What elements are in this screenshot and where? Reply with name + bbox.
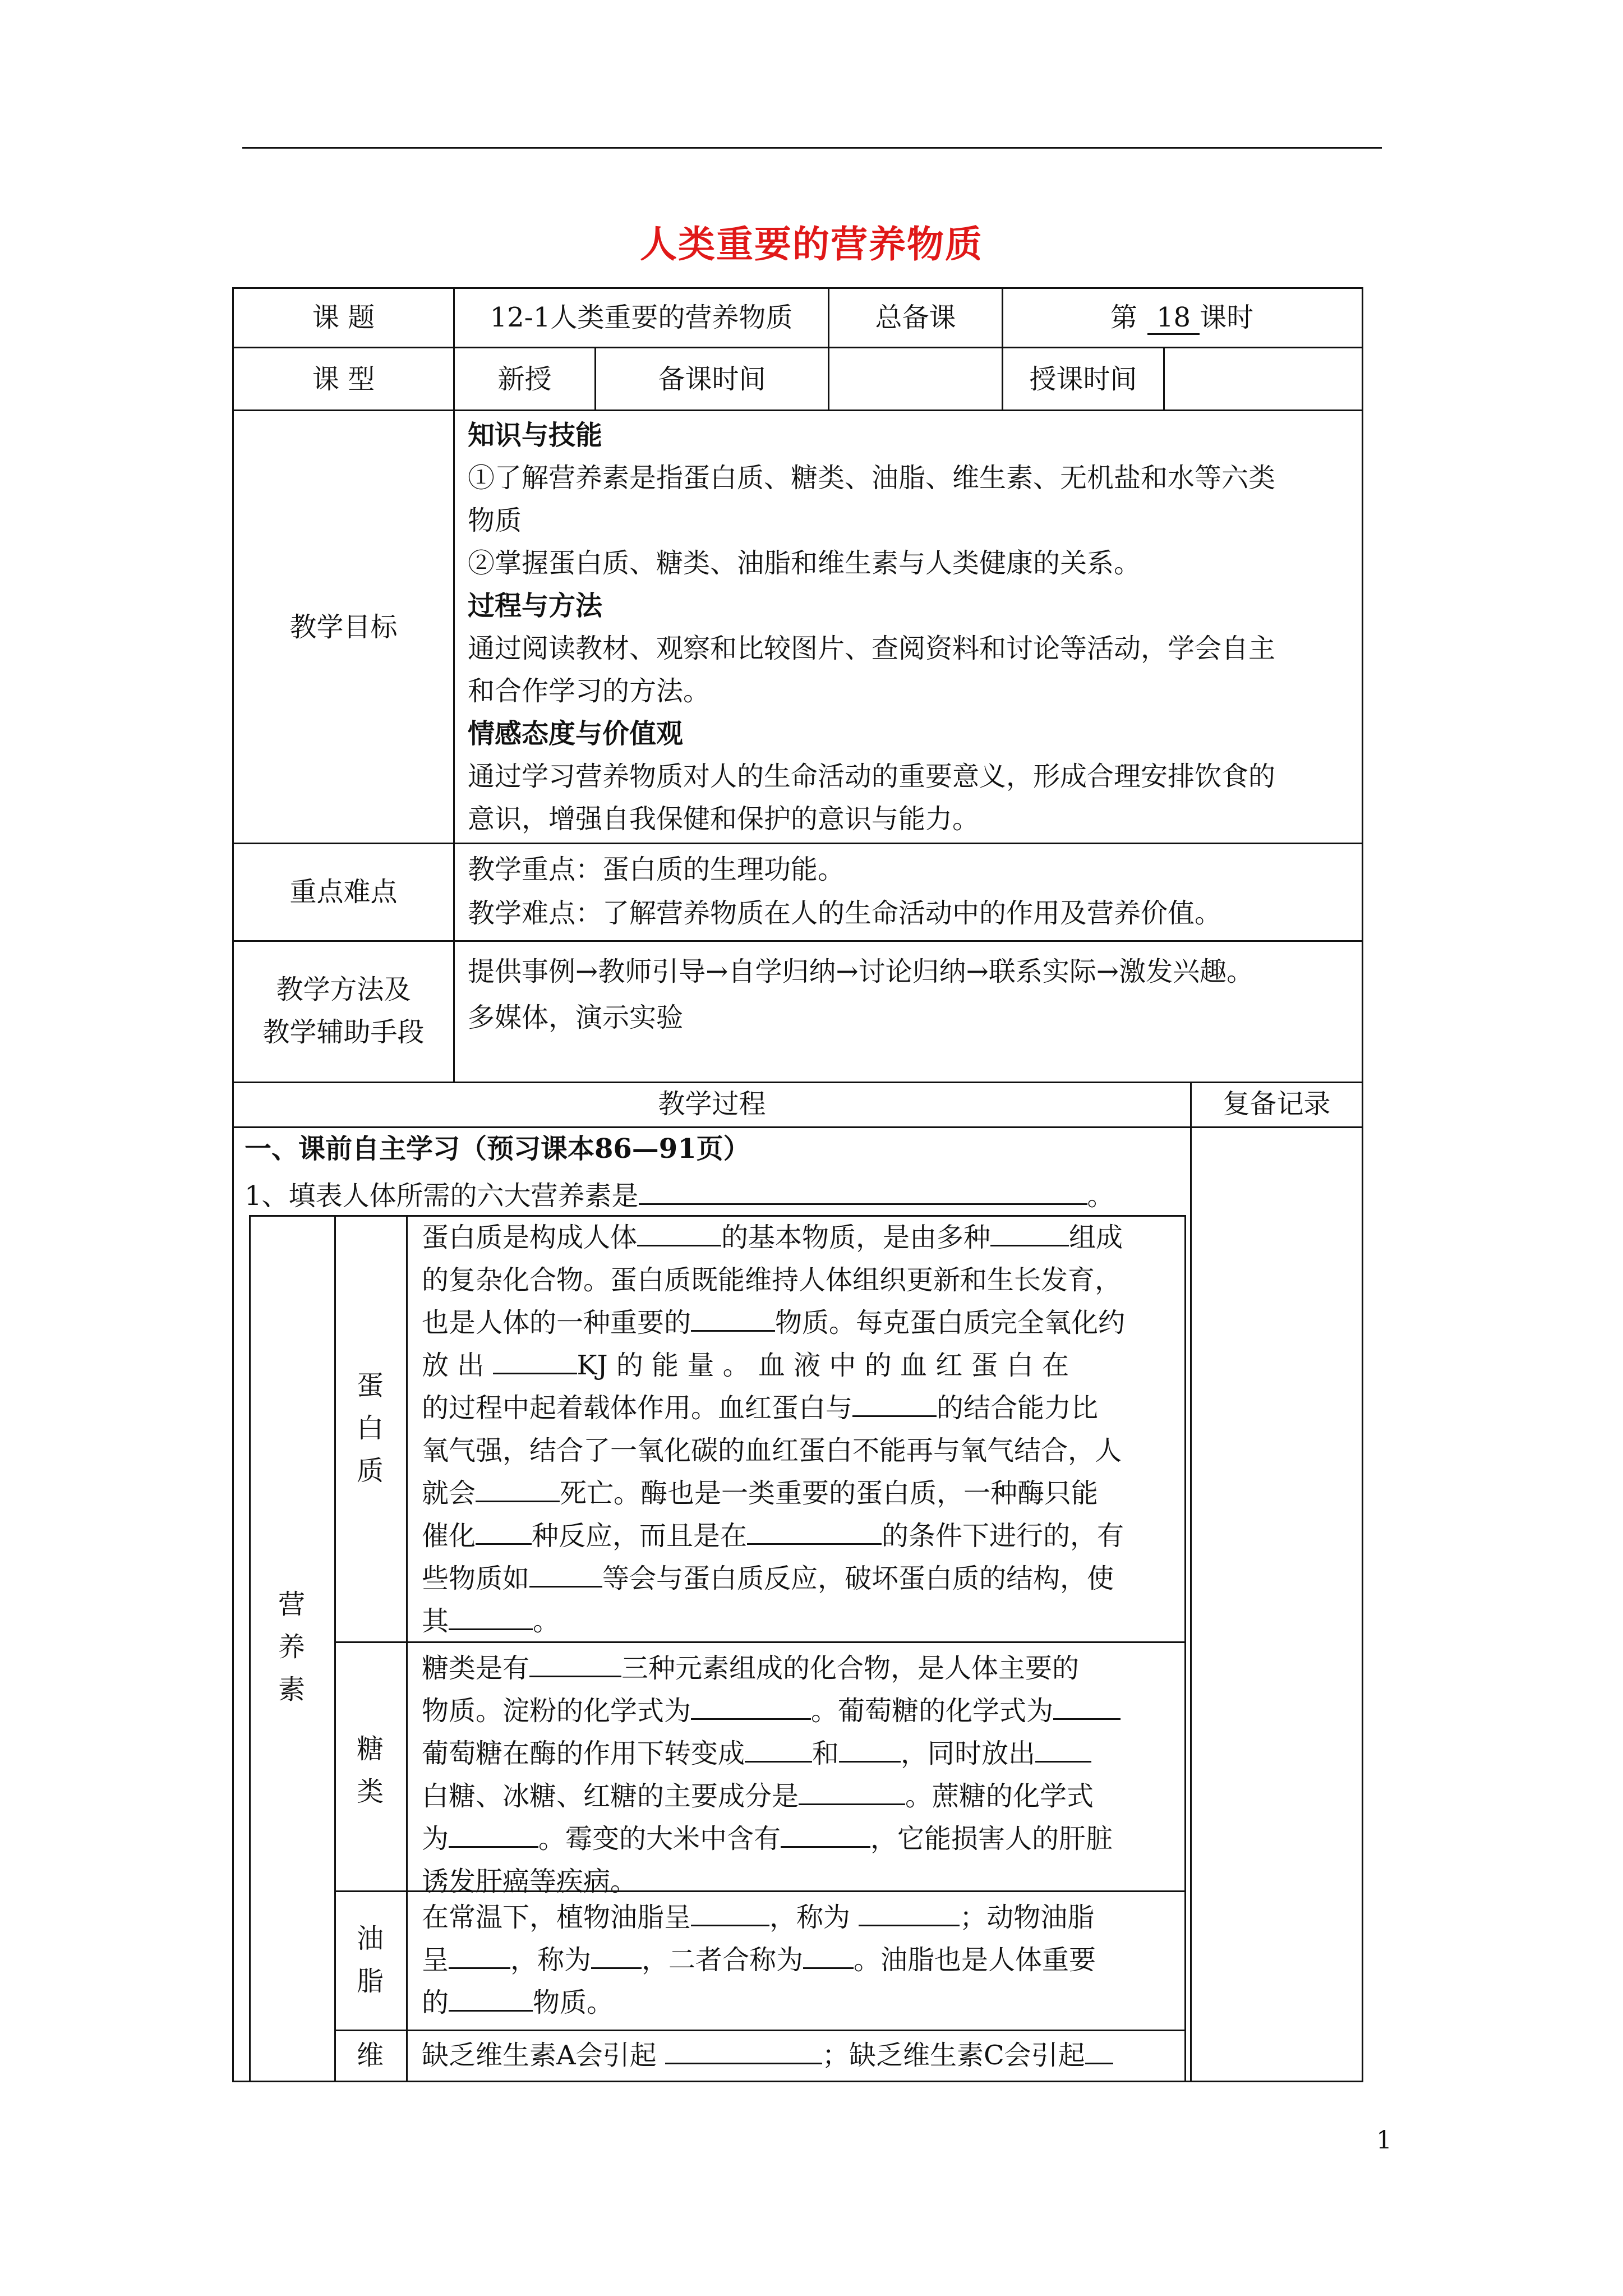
inner-col-sep [406, 1215, 408, 2081]
type-value: 新授 [497, 364, 552, 395]
vitamin-label: 维 [356, 2040, 384, 2071]
blank-field[interactable] [449, 1985, 533, 2012]
objectives-line: ①了解营养素是指蛋白质、糖类、油脂、维生素、无机盐和水等六类 [468, 462, 1276, 494]
blank-field[interactable] [449, 1943, 510, 1969]
protein-line: 氧气强，结合了一氧化碳的血红蛋白不能再与氧气结合，人 [422, 1435, 1122, 1466]
table-border-bottom [232, 2081, 1363, 2082]
objectives-line: 物质 [468, 505, 522, 536]
question-1: 1、填表人体所需的六大营养素是 。 [245, 1175, 1114, 1217]
row-sep [232, 843, 1363, 844]
fat-label: 油 脂 [356, 1923, 384, 1997]
fat-line: 呈 ，称为 ，二者合称为 。油脂也是人体重要 [422, 1939, 1096, 1981]
sugar-line: 糖类是有 三种元素组成的化合物，是人体主要的 [422, 1647, 1079, 1690]
blank-field[interactable] [803, 1943, 854, 1969]
protein-line: 催化 种反应，而且是在 的条件下进行的，有 [422, 1515, 1124, 1557]
teach-time-field[interactable] [1165, 348, 1362, 409]
protein-line: 也是人体的一种重要的 物质。每克蛋白质完全氧化约 [422, 1301, 1125, 1344]
inner-table-right [1184, 1215, 1186, 2081]
blank-field[interactable] [637, 1220, 721, 1246]
blank-field[interactable] [852, 1391, 937, 1417]
sugar-line: 物质。淀粉的化学式为 。葡萄糖的化学式为 [422, 1690, 1121, 1732]
sugar-line: 诱发肝癌等疾病。 [422, 1866, 638, 1897]
keypoint-focus: 教学重点：蛋白质的生理功能。 [468, 854, 845, 885]
sugar-line: 白糖、冰糖、红糖的主要成分是 。蔗糖的化学式 [422, 1775, 1094, 1818]
row-sep [232, 409, 1363, 411]
blank-field[interactable] [691, 1694, 811, 1720]
protein-line: 放 出 KJ 的 能 量 。 血 液 中 的 血 红 蛋 白 在 [422, 1344, 1069, 1387]
blank-field[interactable] [476, 1519, 532, 1545]
label-keypoints: 重点难点 [289, 876, 398, 908]
page-title: 人类重要的营养物质 [640, 222, 983, 266]
blank-field[interactable] [799, 1779, 905, 1805]
blank-field[interactable] [529, 1651, 621, 1677]
keypoint-difficulty: 教学难点：了解营养物质在人的生命活动中的作用及营养价值。 [468, 898, 1222, 929]
col-sep [1002, 287, 1003, 348]
blank-field[interactable] [1053, 1694, 1121, 1720]
label-prep-time: 备课时间 [658, 364, 766, 395]
inner-col-sep [334, 1215, 336, 2081]
protein-line: 其 。 [422, 1600, 560, 1642]
objectives-line: ②掌握蛋白质、糖类、油脂和维生素与人类健康的关系。 [468, 547, 1141, 579]
process-header: 教学过程 [658, 1088, 766, 1120]
objectives-line: 通过学习营养物质对人的生命活动的重要意义，形成合理安排饮食的 [468, 761, 1276, 792]
notes-field[interactable] [1192, 1128, 1362, 2081]
label-type: 课 型 [312, 364, 375, 395]
protein-line: 些物质如 等会与蛋白质反应，破坏蛋白质的结构，使 [422, 1557, 1114, 1600]
blank-field[interactable] [747, 1519, 882, 1545]
notes-header: 复备记录 [1223, 1088, 1331, 1120]
sugar-label: 糖 类 [356, 1733, 384, 1807]
blank-field[interactable] [639, 1179, 1087, 1205]
blank-field[interactable] [990, 1220, 1069, 1246]
inner-table-left [249, 1215, 251, 2081]
col-sep [453, 287, 455, 1083]
label-methods-aids: 教学辅助手段 [262, 1016, 425, 1048]
protein-line: 就会 死亡。酶也是一类重要的蛋白质，一种酶只能 [422, 1472, 1098, 1515]
topic-value: 12-1人类重要的营养物质 [490, 302, 793, 333]
lesson-number: 第 18 课时 [1110, 296, 1253, 339]
objectives-heading-attitude: 情感态度与价值观 [468, 718, 684, 749]
blank-field[interactable] [449, 1604, 533, 1630]
group-label: 营 养 素 [278, 1589, 305, 1705]
methods-line: 多媒体，演示实验 [468, 1002, 684, 1033]
vitamin-line: 缺乏维生素A会引起 ；缺乏维生素C会引起 [422, 2034, 1113, 2077]
page-number: 1 [1376, 2126, 1392, 2155]
blank-field[interactable] [745, 1736, 812, 1763]
fat-line: 的 物质。 [422, 1981, 614, 2024]
table-border-top [232, 287, 1363, 289]
label-total-prep: 总备课 [875, 302, 956, 333]
blank-field[interactable] [449, 1821, 538, 1848]
prep-time-field[interactable] [829, 348, 1002, 409]
blank-field[interactable] [476, 1476, 560, 1502]
label-teach-time: 授课时间 [1029, 364, 1137, 395]
sugar-line: 为 。霉变的大米中含有 ，它能损害人的肝脏 [422, 1818, 1113, 1860]
section-heading: 一、课前自主学习（预习课本86—91页） [245, 1133, 750, 1165]
methods-line: 提供事例→教师引导→自学归纳→讨论归纳→联系实际→激发兴趣。 [468, 956, 1254, 987]
blank-field[interactable] [665, 2038, 822, 2064]
objectives-line: 通过阅读教材、观察和比较图片、查阅资料和讨论等活动，学会自主 [468, 633, 1276, 664]
fat-line: 在常温下，植物油脂呈 ，称为 ；动物油脂 [422, 1896, 1094, 1939]
label-topic: 课 题 [312, 302, 375, 333]
blank-field[interactable] [781, 1821, 870, 1848]
blank-field[interactable] [493, 1348, 577, 1374]
row-sep [232, 940, 1363, 942]
protein-label: 蛋 白 质 [356, 1370, 384, 1487]
protein-line: 蛋白质是构成人体 的基本物质，是由多种 组成 [422, 1216, 1123, 1259]
objectives-heading-knowledge: 知识与技能 [468, 420, 603, 451]
table-border-right [1362, 287, 1363, 2082]
objectives-line: 和合作学习的方法。 [468, 675, 711, 707]
blank-field[interactable] [691, 1900, 769, 1926]
blank-field[interactable] [691, 1305, 775, 1332]
table-border-left [232, 287, 234, 2082]
protein-line: 的过程中起着载体作用。血红蛋白与 的结合能力比 [422, 1387, 1098, 1429]
blank-field[interactable] [839, 1736, 901, 1763]
header-rule [242, 147, 1382, 149]
blank-field[interactable] [1085, 2038, 1113, 2064]
objectives-line: 意识，增强自我保健和保护的意识与能力。 [468, 803, 980, 835]
label-methods: 教学方法及 [276, 974, 411, 1005]
blank-field[interactable] [1035, 1736, 1091, 1763]
blank-field[interactable] [859, 1900, 960, 1926]
blank-field[interactable] [529, 1561, 602, 1588]
inner-row-sep [334, 2030, 1186, 2031]
sugar-line: 葡萄糖在酶的作用下转变成 和 ，同时放出 [422, 1732, 1091, 1775]
protein-line: 的复杂化合物。蛋白质既能维持人体组织更新和生长发育， [422, 1264, 1122, 1296]
label-objectives: 教学目标 [289, 611, 398, 643]
objectives-heading-process: 过程与方法 [468, 590, 603, 622]
blank-field[interactable] [591, 1943, 642, 1969]
